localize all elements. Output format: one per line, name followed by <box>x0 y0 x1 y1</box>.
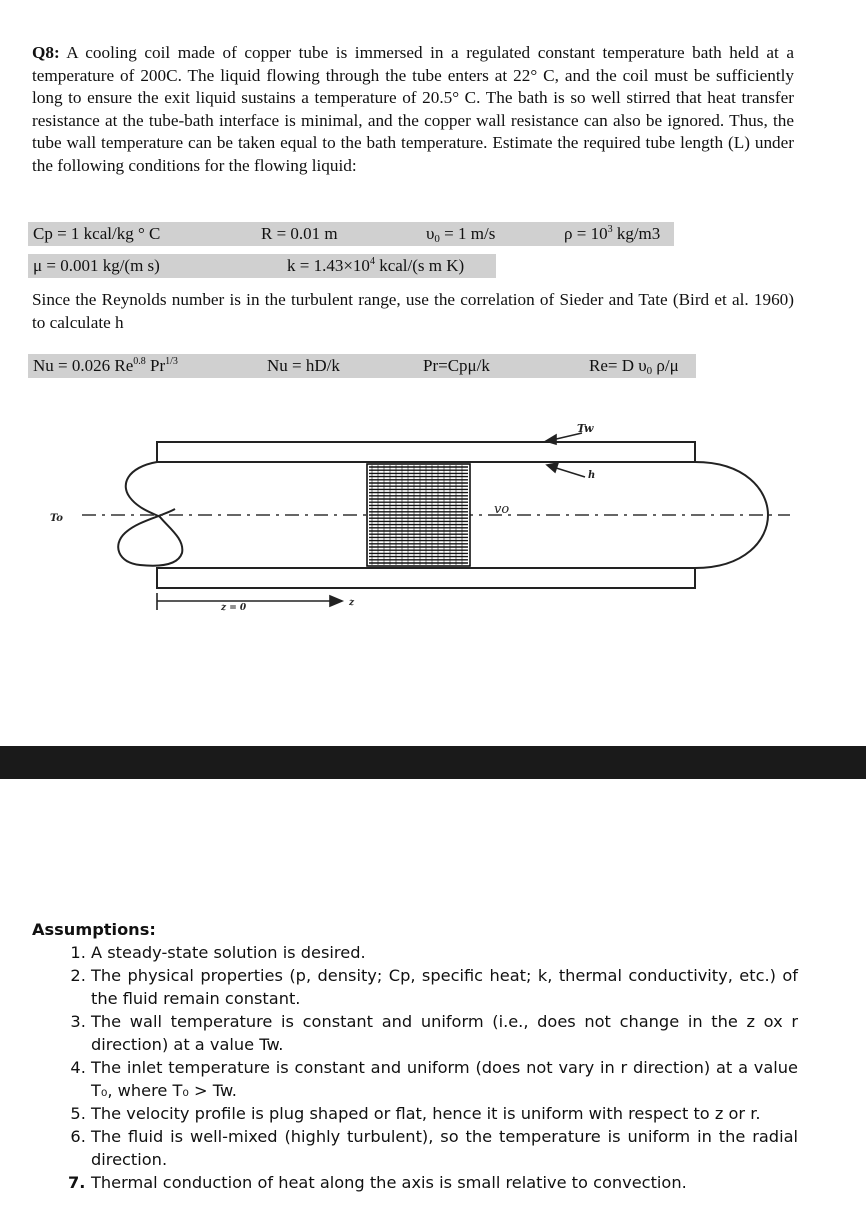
cp-value: Cp = 1 kcal/kg ° C <box>33 224 161 243</box>
label-z0: z = 0 <box>221 603 247 613</box>
question-text: A cooling coil made of copper tube is immersed in a regulated constant temperature bath held at a temperature of 200C. The liquid flowing through the tube enters at 22° C, and the coil must be sufficiently long to ensure the exit liquid sustains a temperature of 20.5° C. The bath is so well stirred that heat transfer resistance at the tube-bath interface is minimal, and the copper wall resistance can also be ignored. Thus, the tube wall temperature can be taken equal to the bath temperature. Estimate the required tube length (L) under the following conditions for the flowing liquid: <box>32 43 794 175</box>
label-z: z <box>349 598 355 608</box>
label-to: To <box>50 513 63 524</box>
z-axis-arrowhead <box>330 596 342 606</box>
assumptions-list <box>32 941 798 1194</box>
h-arrow <box>553 467 585 477</box>
assumption-item: 6. The fluid is well-mixed (highly turbulent), so the temperature is uniform in the radial direction. <box>91 1125 798 1171</box>
density-value: $\rho = 10^3$ kg/m3 <box>564 224 661 243</box>
assumption-item: 4. The inlet temperature is constant and uniform (does not vary in r direction) at a value T₀, where T₀ > Tw. <box>91 1056 798 1102</box>
assumption-item: 7. Thermal conduction of heat along the axis is small relative to convection. <box>91 1171 798 1194</box>
top-tube-wall <box>157 442 695 462</box>
fluid-element <box>367 464 470 566</box>
correlation-note: Since the Reynolds number is in the turbulent range, use the correlation of Sieder and Tate (Bird et al. 1960) to calculate h <box>32 290 794 332</box>
assumptions-section <box>32 918 798 1194</box>
prandtl-definition: Pr=Cpμ/k <box>423 356 490 375</box>
assumption-item: 2. The physical properties (p, density; Cp, specific heat; k, thermal conductivity, etc.) of the fluid remain constant. <box>91 964 798 1010</box>
question-label: Q8: <box>32 43 60 62</box>
assumption-item: 1. A steady-state solution is desired. <box>91 941 798 964</box>
radius-value: R = 0.01 m <box>261 224 338 243</box>
break-curve <box>118 462 182 566</box>
assumption-item: 3. The wall temperature is constant and uniform (i.e., does not change in the z ox r direction) at a value Tw. <box>91 1010 798 1056</box>
assumption-item: 5. The velocity profile is plug shaped or flat, hence it is uniform with respect to z or r. <box>91 1102 798 1125</box>
bottom-tube-wall <box>157 568 695 588</box>
dark-divider-band <box>0 746 866 779</box>
reynolds-definition: Re= D $\upsilon_0$ ρ/μ <box>589 356 679 377</box>
velocity-value: $\upsilon_0 = 1$ m/s <box>426 224 496 245</box>
tube-diagram <box>0 405 866 625</box>
label-tw: Tw <box>577 422 594 435</box>
viscosity-value: μ = 0.001 kg/(m s) <box>33 256 160 275</box>
conductivity-value: $k = 1.43\times 10^4$ kcal/(s m K) <box>287 256 465 275</box>
assumptions-heading: Assumptions: <box>32 920 156 939</box>
nusselt-definition: Nu = hD/k <box>267 356 340 375</box>
nusselt-correlation: Nu = 0.026 $Re^{0.8}$ $Pr^{1/3}$ <box>33 356 178 375</box>
label-h: h <box>588 470 596 481</box>
label-vo: vo <box>494 502 510 517</box>
question-paragraph <box>32 42 794 178</box>
